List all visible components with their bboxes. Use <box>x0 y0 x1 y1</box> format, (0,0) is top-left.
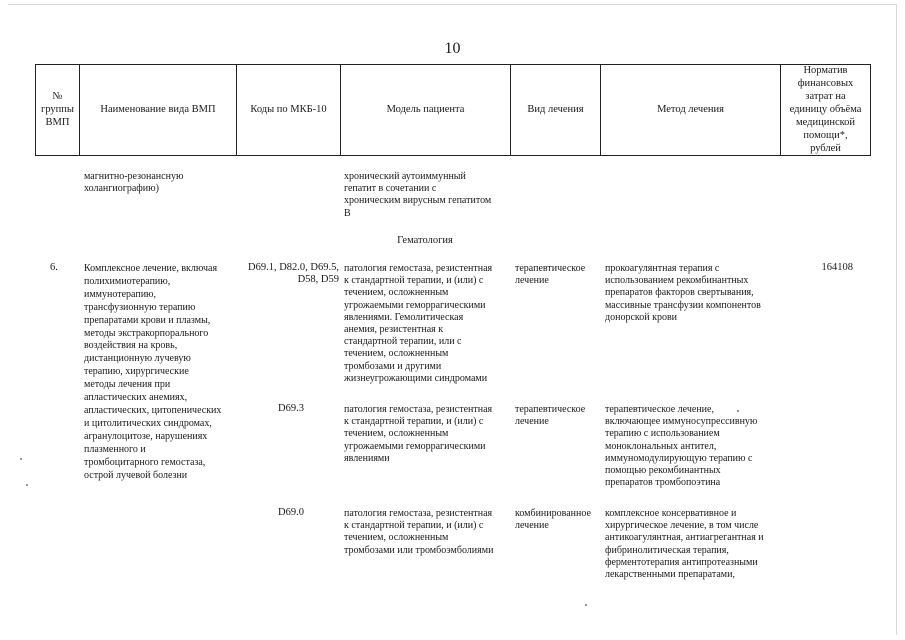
row-treatment-type: комбинированное лечение <box>515 508 591 532</box>
page-number: 10 <box>444 40 461 57</box>
group-number: 6. <box>50 262 58 273</box>
header-patient-model: Модель пациента <box>386 104 465 115</box>
header-icd-codes: Коды по МКБ-10 <box>250 104 327 115</box>
row-treatment-type: терапевтическое лечение <box>515 404 586 428</box>
header-vmp-name: Наименование вида ВМП <box>100 104 216 115</box>
scan-speck <box>737 410 739 412</box>
row-treatment-method: терапевтическое лечение, включающее иммуносупрессивную терапию с использованием моноклональных антител, иммуномодулирующую терапию с помощью рекомбинантных препаратов тромбопоэтина <box>605 404 758 489</box>
group-cost-norm: 164108 <box>821 262 853 273</box>
row-patient-model: патология гемостаза, резистентная к стандартной терапии, и (или) с течением, осложненным тромбозами или тромбоэмболиями <box>344 508 494 556</box>
row-icd-codes: D69.3 <box>278 403 304 414</box>
row-icd-codes: D69.1, D82.0, D69.5, D58, D59 <box>248 262 339 286</box>
scan-speck <box>20 458 22 460</box>
row-icd-codes: D69.0 <box>278 507 304 518</box>
header-treatment-method: Метод лечения <box>657 104 724 115</box>
header-bottom-rule <box>35 155 870 156</box>
header-group-number: № группы ВМП <box>41 91 74 128</box>
scan-speck <box>585 604 587 606</box>
row-treatment-type: терапевтическое лечение <box>515 263 586 287</box>
row-treatment-method: комплексное консервативное и хирургическое лечение, в том числе антикоагулянтная, антиагрегантная и фибринолитическая терапия, ферментотерапия антипротеазными лекарственными препаратами, <box>605 508 764 581</box>
continuation-patient-model: хронический аутоиммунный гепатит в сочетании с хроническим вирусным гепатитом B <box>344 171 492 219</box>
header-treatment-type: Вид лечения <box>527 104 584 115</box>
section-title: Гематология <box>397 235 453 246</box>
group-vmp-name: Комплексное лечение, включая полихимиотерапию, иммунотерапию, трансфузионную терапию препаратами крови и плазмы, методы экстракорпорального воздействия на кровь, дистанционную лучевую терапию, хирургические методы лечения при апластических анемиях, апластических, цитопенических и цитолитических синдромах, агранулоцитозе, нарушениях плазменного и тромбоцитарного гемостаза, острой лучевой болезни <box>84 263 222 481</box>
row-patient-model: патология гемостаза, резистентная к стандартной терапии, и (или) с течением, осложненным угрожаемыми геморрагическими явлениями <box>344 404 493 464</box>
header-divider <box>870 64 871 156</box>
header-cost-norm: Норматив финансовых затрат на единицу объёма медицинской помощи*, рублей <box>789 65 862 154</box>
scan-speck <box>26 484 28 486</box>
continuation-vmp-name: магнитно-резонансную холангиографию) <box>84 171 184 195</box>
row-treatment-method: прокоагулянтная терапия с использованием рекомбинантных препаратов факторов свертывания, массивные трансфузии компонентов донорской крови <box>605 263 761 323</box>
row-patient-model: патология гемостаза, резистентная к стандартной терапии, и (или) с течением, осложненным угрожаемыми геморрагическими явлениями. Гемолитическая анемия, резистентная к стандартной терапии, или с течением, осложненным тромбозами и другими жизнеугрожающими синдромами <box>344 263 493 384</box>
